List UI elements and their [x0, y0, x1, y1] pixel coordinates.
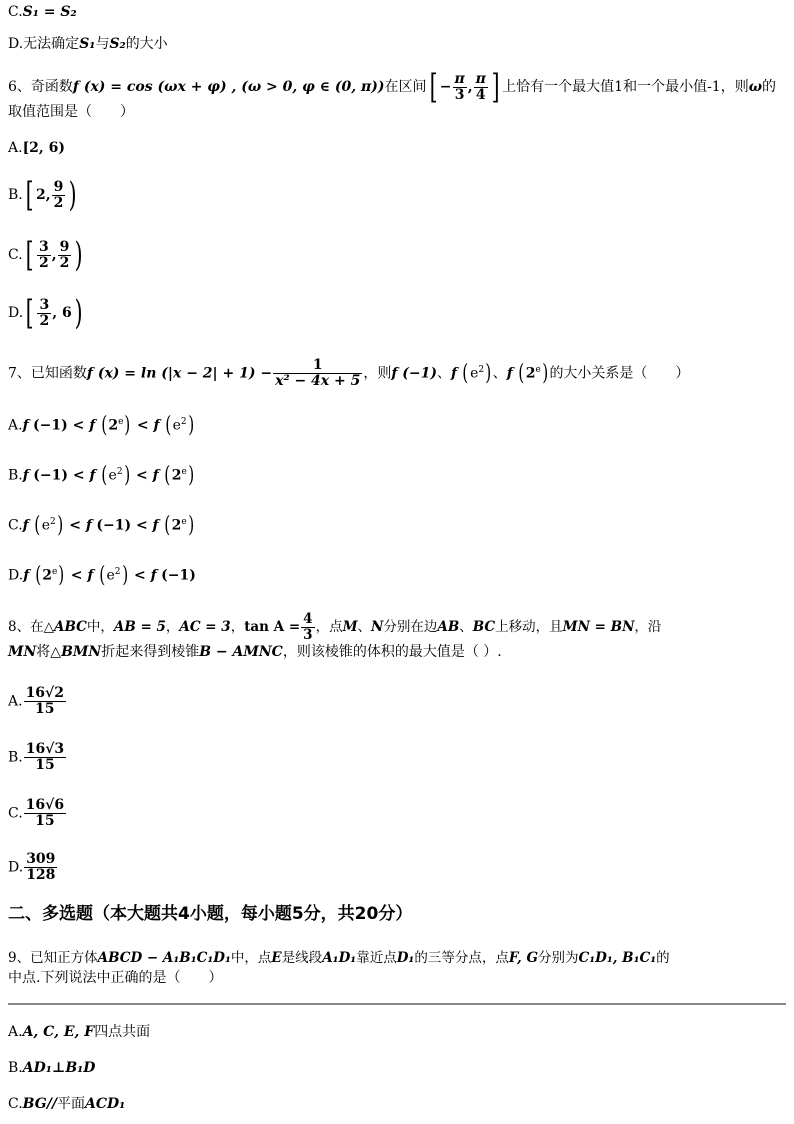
- option-math: AD₁⊥B₁D: [22, 1060, 96, 1076]
- q6-option-b[interactable]: B.[ 2, $\frac{9}{2}$ ): [8, 175, 78, 215]
- option-fraction: $\frac{9}{2}$: [59, 238, 70, 271]
- option-text: 与: [95, 36, 110, 52]
- q6-interval-right: $\frac{\pi}{4}$: [475, 70, 486, 103]
- q8-option-d[interactable]: [8, 852, 58, 883]
- q8-option-c[interactable]: [8, 798, 67, 829]
- q5-option-d[interactable]: [8, 34, 168, 54]
- option-text: 四点共面: [94, 1024, 151, 1040]
- option-letter: B.: [8, 467, 23, 484]
- section-heading: 二、多选题（本大题共4小题，每小题5分，共20分）: [8, 904, 413, 924]
- q9-option-b[interactable]: [8, 1058, 95, 1078]
- q6-omega: ω: [748, 79, 763, 95]
- option-letter: D.: [8, 305, 24, 321]
- q7-option-b[interactable]: B.f (−1) < f $(e^2) < f$ (2e): [8, 462, 195, 488]
- q5-option-c[interactable]: [8, 2, 77, 22]
- option-letter: D.: [8, 567, 24, 584]
- option-fraction: $\frac{3}{2}$: [38, 238, 49, 271]
- option-letter: A.: [8, 1024, 23, 1040]
- q9-option-a[interactable]: [8, 1022, 150, 1042]
- option-letter: A.: [8, 693, 23, 710]
- math-s1: S₁: [79, 36, 96, 52]
- option-letter: D.: [8, 859, 24, 876]
- option-text: 平面: [56, 1096, 85, 1112]
- option-fraction: $\frac{309}{128}$: [26, 851, 56, 883]
- math-s2: S₂: [109, 36, 126, 52]
- option-math: A, C, E, F: [22, 1024, 95, 1040]
- q6-stem-text: 的: [762, 79, 777, 95]
- q7-stem-text: ，则: [363, 365, 392, 382]
- option-letter: C.: [8, 805, 23, 822]
- q9-stem: 9、已知正方体ABCD − A₁B₁C₁D₁中，点E是线段A₁D₁靠近点D₁的三等分点，点F, G分别为C₁D₁, B₁C₁的: [8, 950, 670, 966]
- q7-value: f (−1): [391, 365, 437, 382]
- option-text: D.无法确定: [8, 36, 80, 52]
- option-letter: C.: [8, 247, 23, 263]
- option-fraction: $\frac{16√6}{15}$: [25, 797, 65, 829]
- q7-stem-text: 的大小关系是（ ）: [549, 365, 690, 382]
- option-letter: C.: [8, 1096, 23, 1112]
- q6-option-d[interactable]: D.[ $\frac{3}{2}$ , 6): [8, 293, 83, 333]
- option-math: ACD₁: [84, 1096, 126, 1112]
- q8-stem-line2: MN将△BMN折起来得到棱锥B − AMNC，则该棱锥的体积的最大值是（ ）.: [8, 644, 502, 660]
- q7-option-d[interactable]: D.f $(2^e) < f$ $(e^2) < f$ (−1): [8, 562, 196, 588]
- q9-stem-line2: 中点.下列说法中正确的是（ ）: [8, 970, 223, 986]
- q6-stem: 6、奇函数f (x) = cos (ωx + φ) , (ω > 0, φ ∈ (0, π))在区间[ − $\frac{\pi}{3}$ , $\frac{\pi}{4}$ ] 上恰有一个最大值1和一个最小值-1，则ω的: [8, 67, 777, 107]
- q6-stem-line2: 取值范围是（ ）: [8, 104, 134, 120]
- q6-stem-text: 在区间: [384, 79, 427, 95]
- q8-option-b[interactable]: [8, 742, 67, 773]
- q8-stem: 8、在△ABC中，AB = 5，AC = 3，tan A = $\frac{4}{3}$ ，点M、N分别在边AB、BC上移动，且MN = BN，沿: [8, 611, 662, 643]
- option-math: [2, 6): [22, 140, 66, 156]
- q8-tan-fraction: $\frac{4}{3}$: [303, 611, 313, 643]
- option-letter: B.: [8, 1060, 23, 1076]
- q7-stem-text: 7、已知函数: [8, 365, 87, 382]
- q6-interval-left: $\frac{\pi}{3}$: [454, 70, 465, 103]
- q8-option-a[interactable]: [8, 686, 67, 717]
- option-fraction: $\frac{3}{2}$: [39, 296, 50, 329]
- q7-function: f (x) = ln (|x − 2| + 1) −: [86, 365, 273, 382]
- q7-stem: 7、已知函数f (x) = ln (|x − 2| + 1) − $\frac{1}{\text{x² − 4x + 5}}$ ，则f (−1)、f $(e^2)$、f (2e)的大小关系是（ ）: [8, 357, 690, 389]
- q6-stem-text: 6、奇函数: [8, 79, 73, 95]
- q7-fraction: $\frac{1}{\text{x² − 4x + 5}}$: [275, 357, 361, 389]
- q6-function: f (x) = cos (ωx + φ) , (ω > 0, φ ∈ (0, π)): [72, 79, 385, 95]
- option-fraction: $\frac{16√2}{15}$: [25, 685, 64, 717]
- option-math: BG//: [22, 1096, 57, 1112]
- option-math: S₁ = S₂: [22, 4, 77, 20]
- q6-option-c[interactable]: C.[ $\frac{3}{2}$ , $\frac{9}{2}$ ): [8, 235, 83, 275]
- option-letter: B.: [8, 749, 23, 766]
- option-letter: A.: [8, 417, 23, 434]
- page-divider: [8, 1003, 786, 1005]
- option-letter: B.: [8, 187, 23, 203]
- option-letter: A.: [8, 140, 23, 156]
- option-text: 的大小: [125, 36, 168, 52]
- q7-option-c[interactable]: C.f $(e^2) < f$ (−1) < f (2e): [8, 512, 195, 538]
- q7-option-a[interactable]: A.f (−1) < f $(2^e) < f$ $(e^2)$: [8, 412, 194, 438]
- option-fraction: $\frac{9}{2}$: [53, 178, 64, 211]
- option-letter: C.: [8, 4, 23, 20]
- q6-stem-text: 上恰有一个最大值1和一个最小值-1，则: [502, 79, 749, 95]
- option-fraction: $\frac{16√3}{15}$: [25, 741, 65, 773]
- q9-option-c[interactable]: [8, 1094, 125, 1114]
- option-letter: C.: [8, 517, 23, 534]
- q6-option-a[interactable]: [8, 138, 65, 158]
